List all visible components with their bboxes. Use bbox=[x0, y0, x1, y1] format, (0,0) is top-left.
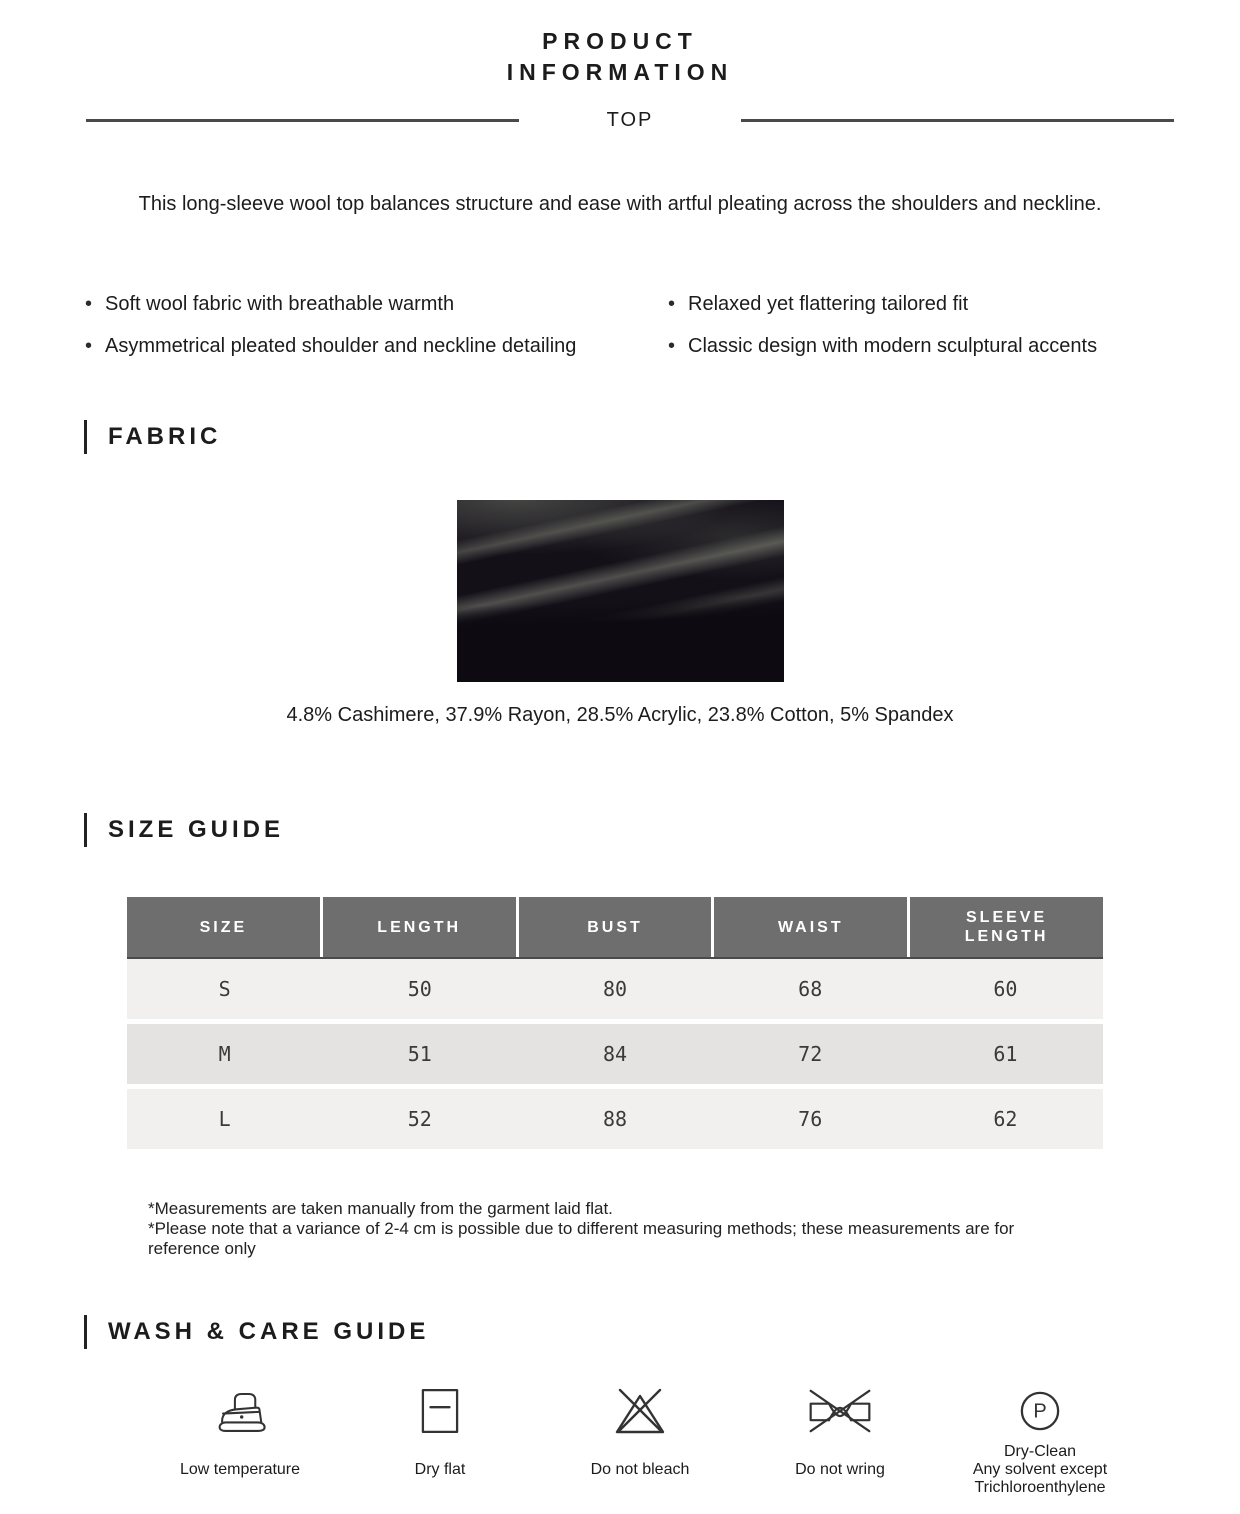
cell-size: S bbox=[218, 977, 231, 1001]
size-guide-table bbox=[127, 897, 1103, 1149]
size-guide-section-heading bbox=[84, 813, 1240, 847]
cell-sleeve-length: 62 bbox=[993, 1107, 1018, 1131]
do-not-wring-icon bbox=[807, 1386, 873, 1436]
column-header-waist: WAIST bbox=[714, 897, 907, 957]
table-row bbox=[127, 1089, 1103, 1149]
cell-waist: 72 bbox=[798, 1042, 823, 1066]
bullet-icon: • bbox=[85, 293, 93, 315]
bullet-icon: • bbox=[668, 335, 676, 357]
page-title bbox=[0, 0, 1240, 88]
product-description: This long-sleeve wool top balances structure and ease with artful pleating across the shoulders and neckline. bbox=[138, 193, 1102, 215]
heading-bar bbox=[84, 1315, 87, 1349]
cell-bust: 88 bbox=[602, 1107, 628, 1131]
care-label: Do not bleach bbox=[590, 1461, 690, 1478]
care-item-do-not-bleach bbox=[540, 1386, 740, 1498]
size-table-header-row bbox=[127, 897, 1103, 959]
fabric-swatch-image bbox=[457, 500, 784, 682]
cell-sleeve-length: 60 bbox=[993, 977, 1018, 1001]
care-label: Low temperature bbox=[179, 1461, 301, 1478]
cell-bust: 80 bbox=[602, 977, 628, 1001]
category-row bbox=[86, 108, 1174, 132]
note-line: *Measurements are taken manually from the garment laid flat. bbox=[148, 1199, 613, 1218]
feature-list bbox=[85, 292, 1240, 376]
cell-bust: 84 bbox=[602, 1042, 628, 1066]
feature-column-left bbox=[85, 292, 668, 376]
cell-waist: 68 bbox=[798, 977, 823, 1001]
column-header-length: LENGTH bbox=[323, 897, 516, 957]
iron-low-temperature-icon bbox=[212, 1386, 268, 1436]
category-label: TOP bbox=[606, 108, 654, 131]
measurement-notes bbox=[148, 1199, 1028, 1259]
page-title-line2: INFORMATION bbox=[506, 59, 734, 85]
bullet-icon: • bbox=[668, 293, 676, 315]
feature-text: Classic design with modern sculptural accents bbox=[688, 335, 1098, 357]
fabric-composition: 4.8% Cashimere, 37.9% Rayon, 28.5% Acrylic, 23.8% Cotton, 5% Spandex bbox=[286, 704, 954, 726]
category-divider-right bbox=[741, 119, 1174, 122]
dry-flat-icon bbox=[421, 1386, 459, 1436]
column-header-sleeve-length: SLEEVE LENGTH bbox=[910, 897, 1103, 957]
care-label: Dry-Clean Any solvent except Trichloroenthylene bbox=[972, 1443, 1108, 1496]
do-not-bleach-icon bbox=[614, 1386, 666, 1436]
table-row bbox=[127, 1024, 1103, 1084]
heading-bar bbox=[84, 420, 87, 454]
feature-item bbox=[85, 292, 668, 316]
care-symbols-row bbox=[140, 1386, 1140, 1498]
size-guide-heading-text: SIZE GUIDE bbox=[108, 816, 285, 843]
feature-item bbox=[668, 292, 1240, 316]
care-item-low-temperature bbox=[140, 1386, 340, 1498]
feature-item bbox=[85, 334, 668, 358]
cell-length: 52 bbox=[407, 1107, 432, 1131]
heading-bar bbox=[84, 813, 87, 847]
cell-size: L bbox=[218, 1107, 231, 1131]
table-row bbox=[127, 959, 1103, 1019]
bullet-icon: • bbox=[85, 335, 93, 357]
care-label: Do not wring bbox=[795, 1461, 885, 1478]
category-divider-left bbox=[86, 119, 519, 122]
wash-care-section-heading bbox=[84, 1315, 1240, 1349]
feature-column-right bbox=[668, 292, 1240, 376]
fabric-heading-text: FABRIC bbox=[108, 423, 222, 450]
feature-item bbox=[668, 334, 1240, 358]
care-label: Dry flat bbox=[414, 1461, 466, 1478]
cell-size: M bbox=[218, 1042, 231, 1066]
column-header-bust: BUST bbox=[519, 897, 712, 957]
fabric-section-heading bbox=[84, 420, 1240, 454]
dry-clean-p-icon bbox=[1019, 1386, 1061, 1436]
feature-text: Relaxed yet flattering tailored fit bbox=[688, 293, 969, 315]
cell-waist: 76 bbox=[798, 1107, 823, 1131]
wash-care-heading-text: WASH & CARE GUIDE bbox=[108, 1318, 430, 1345]
svg-text:P: P bbox=[1033, 1400, 1047, 1423]
care-item-dry-flat bbox=[340, 1386, 540, 1498]
care-item-do-not-wring bbox=[740, 1386, 940, 1498]
feature-text: Soft wool fabric with breathable warmth bbox=[105, 293, 455, 315]
care-item-dry-clean bbox=[940, 1386, 1140, 1498]
cell-length: 50 bbox=[407, 977, 432, 1001]
cell-length: 51 bbox=[407, 1042, 432, 1066]
cell-sleeve-length: 61 bbox=[993, 1042, 1018, 1066]
page-title-line1: PRODUCT bbox=[542, 28, 698, 54]
feature-text: Asymmetrical pleated shoulder and neckline detailing bbox=[105, 335, 577, 357]
note-line: *Please note that a variance of 2-4 cm is possible due to different measuring methods; these measurements are for reference only bbox=[148, 1219, 1015, 1258]
column-header-size: SIZE bbox=[127, 897, 320, 957]
